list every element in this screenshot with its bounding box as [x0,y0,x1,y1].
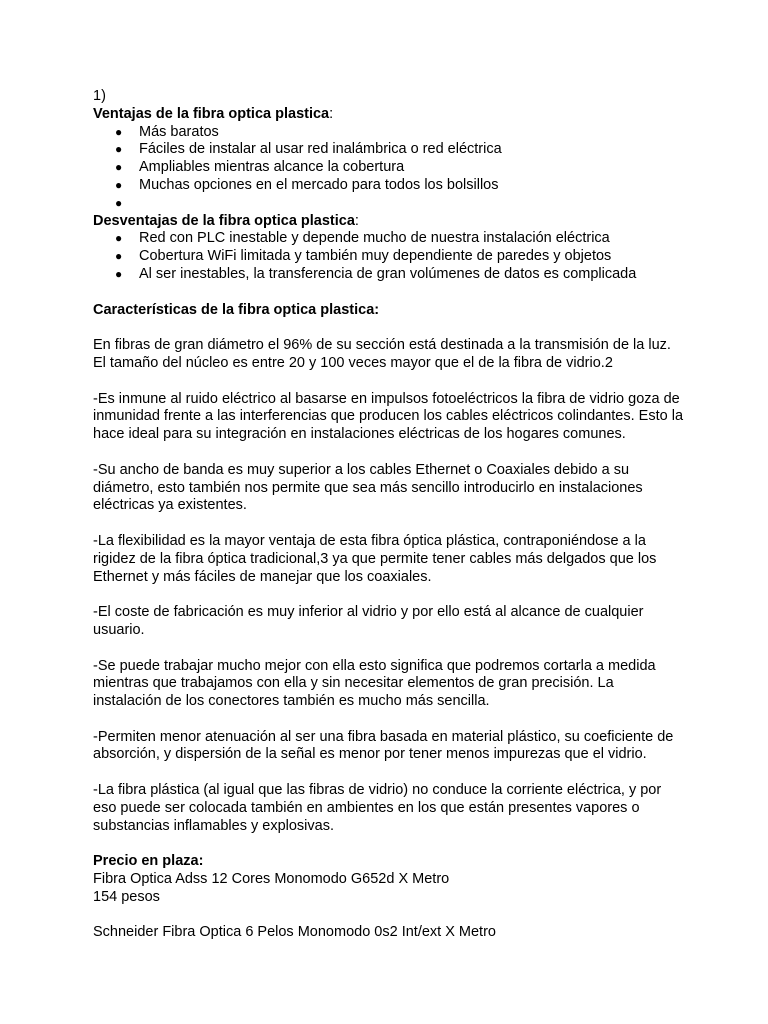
paragraph: En fibras de gran diámetro el 96% de su sección está destinada a la transmisión de la luz. El tamaño del núcleo es entre 20 y 100 veces mayor que el de la fibra de vidrio.2 [93,337,671,371]
list-item: ● Más baratos [115,123,219,140]
bullet-icon: ● [115,177,123,192]
desventajas-heading [93,213,683,231]
product-name: Schneider Fibra Optica 6 Pelos Monomodo 0s2 Int/ext X Metro [93,924,496,941]
paragraph: -Se puede trabajar mucho mejor con ella esto significa que podremos cortarla a medida mientras que trabajamos con ella y sin necesitar elementos de gran precisión. La instalación de los conectores también es mucho más sencilla. [93,657,656,710]
list-item: ● Ampliables mientras alcance la cobertura [115,159,405,176]
desventajas-colon: : [354,212,359,229]
list-item: ● Cobertura WiFi limitada y también muy dependiente de paredes y objetos [115,248,612,265]
item-number: 1) [93,88,106,104]
precio-heading: Precio en plaza: [93,853,204,870]
ventajas-colon: : [329,105,334,122]
list-item: ● Muchas opciones en el mercado para todos los bolsillos [115,176,499,193]
list-item: ● Al ser inestables, la transferencia de gran volúmenes de datos es complicada [115,265,637,282]
product-price: 154 pesos [93,888,160,905]
document-page [93,88,683,942]
paragraph: -El coste de fabricación es muy inferior al vidrio y por ello está al alcance de cualquier usuario. [93,604,644,638]
paragraph: -La fibra plástica (al igual que las fibras de vidrio) no conduce la corriente eléctrica, y por eso puede ser colocada también en ambientes en los que están presentes vapores o substancias inflamables y explosivas. [93,782,662,834]
ventajas-heading [93,106,683,124]
paragraph: -Es inmune al ruido eléctrico al basarse en impulsos fotoeléctricos la fibra de vidrio goza de inmunidad frente a las interferencias que producen los cables eléctricos colindantes. Esto la hace ideal para su integración en instalaciones eléctricas de los hogares comunes. [93,390,684,443]
paragraph: -Permiten menor atenuación al ser una fibra basada en material plástico, su coeficiente de absorción, y dispersión de la señal es menor por tener menos impurezas que el vidrio. [93,728,674,763]
bullet-icon: ● [115,266,123,281]
list-item: ● Red con PLC inestable y depende mucho de nuestra instalación eléctrica [115,230,610,247]
bullet-icon: ● [115,124,123,139]
list-item [93,195,683,213]
list-item: ● Fáciles de instalar al usar red inalámbrica o red eléctrica [115,141,502,158]
paragraph: -La flexibilidad es la mayor ventaja de esta fibra óptica plástica, contraponiéndose a la rigidez de la fibra óptica tradicional,3 ya que permite tener cables más delgados que los Ethernet y más fáciles de manejar que los coaxiales. [93,532,657,585]
ventajas-list [93,124,683,213]
bullet-icon: ● [115,160,123,175]
bullet-icon: ● [115,142,123,157]
bullet-icon: ● [115,195,123,210]
caracteristicas-heading: Características de la fibra optica plastica: [93,301,380,318]
bullet-icon: ● [115,231,123,246]
paragraph: -Su ancho de banda es muy superior a los cables Ethernet o Coaxiales debido a su diámetro, esto también nos permite que sea más sencillo introducirlo en instalaciones eléctricas ya existentes. [93,461,643,514]
desventajas-title: Desventajas de la fibra optica plastica [93,212,355,229]
ventajas-title: Ventajas de la fibra optica plastica [93,105,330,122]
bullet-icon: ● [115,249,123,264]
product-name: Fibra Optica Adss 12 Cores Monomodo G652d X Metro [93,871,450,888]
desventajas-list [93,230,683,283]
